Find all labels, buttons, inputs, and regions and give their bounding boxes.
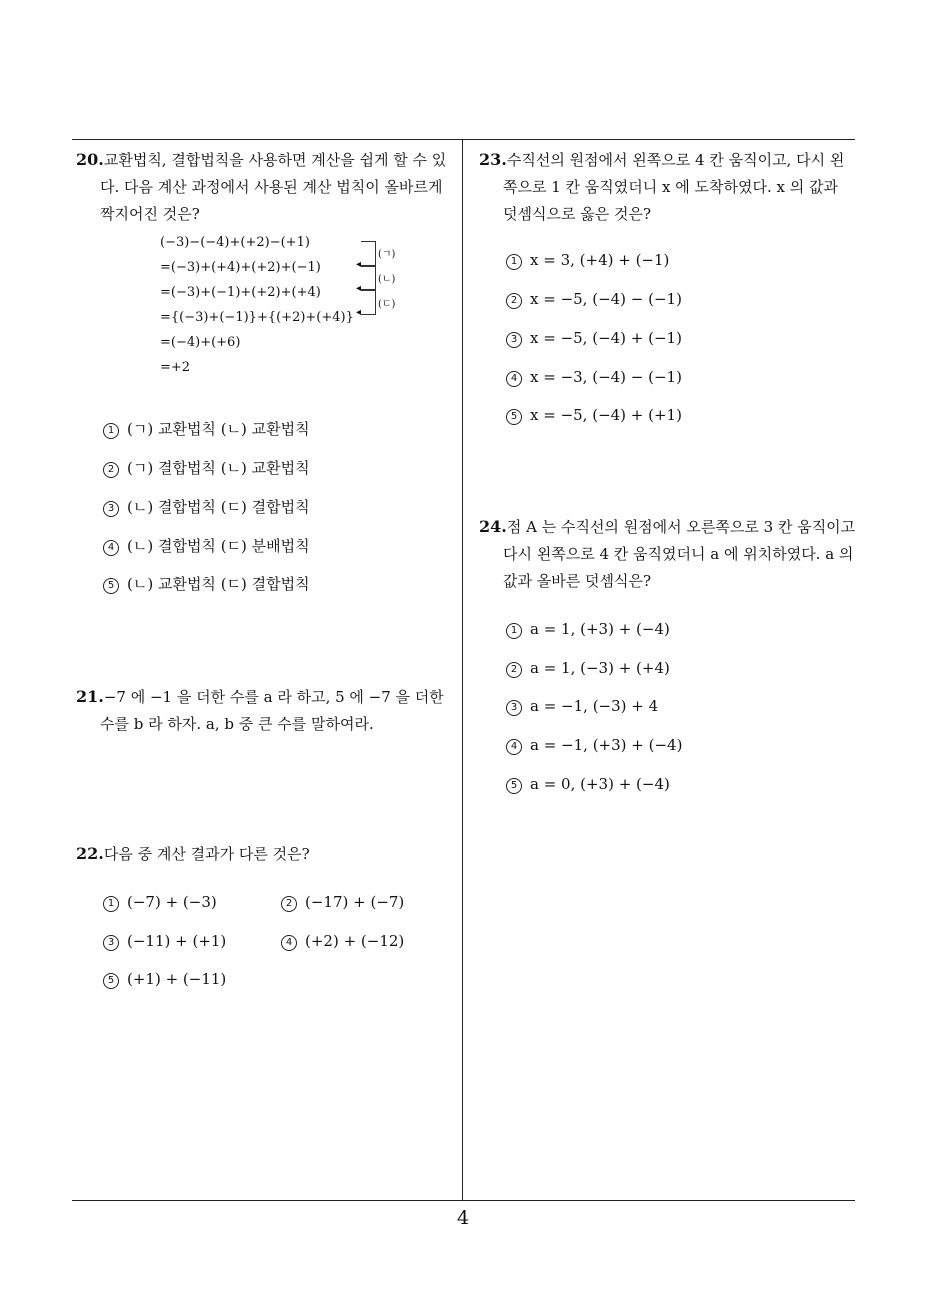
choice-text: (−17) + (−7) xyxy=(305,893,405,911)
choice-text: (ㄴ) 결합법칙 (ㄷ) 결합법칙 xyxy=(127,498,310,516)
choice-text: (ㄴ) 결합법칙 (ㄷ) 분배법칙 xyxy=(127,537,310,555)
choice-text: x = 3, (+4) + (−1) xyxy=(530,251,670,269)
choice-item[interactable] xyxy=(506,775,670,794)
question-text-line: 점 A 는 수직선의 원점에서 오른쪽으로 3 칸 움직이고 xyxy=(506,518,856,536)
calc-line: ={(−3)+(−1)}+{(+2)+(+4)} xyxy=(160,310,354,325)
choice-item[interactable] xyxy=(506,659,670,678)
choice-item[interactable] xyxy=(506,329,682,348)
bracket-label: (ㄷ) xyxy=(378,299,396,310)
choice-item[interactable] xyxy=(506,290,682,309)
bracket-step-2 xyxy=(361,265,376,291)
choice-item[interactable] xyxy=(103,418,310,439)
question-number: 22. xyxy=(76,844,104,863)
column-divider xyxy=(462,139,463,1200)
calc-line: (−3)−(−4)+(+2)−(+1) xyxy=(160,235,310,250)
choice-text: (ㄱ) 교환법칙 (ㄴ) 교환법칙 xyxy=(127,420,310,438)
question-text-line: 다시 왼쪽으로 4 칸 움직였더니 a 에 위치하였다. a 의 xyxy=(503,545,854,563)
calc-line: =(−4)+(+6) xyxy=(160,335,241,350)
circled-number-icon: 5 xyxy=(103,578,119,594)
question-text-line: 쪽으로 1 칸 움직였더니 x 에 도착하였다. x 의 값과 xyxy=(503,178,838,196)
choice-item[interactable] xyxy=(103,932,226,951)
choice-text: a = −1, (+3) + (−4) xyxy=(530,736,683,754)
choice-item[interactable] xyxy=(103,535,310,556)
choice-text: a = −1, (−3) + 4 xyxy=(530,697,659,715)
choice-text: x = −5, (−4) + (−1) xyxy=(530,329,682,347)
top-rule xyxy=(72,139,855,140)
circled-number-icon: 4 xyxy=(103,540,119,556)
choice-item[interactable] xyxy=(506,697,658,716)
choice-text: x = −5, (−4) − (−1) xyxy=(530,290,682,308)
question-24 xyxy=(479,513,864,595)
choice-text: a = 1, (−3) + (+4) xyxy=(530,659,670,677)
choice-text: (+1) + (−11) xyxy=(127,970,227,988)
question-20 xyxy=(76,146,460,228)
question-number: 21. xyxy=(76,687,104,706)
choice-item[interactable] xyxy=(281,893,404,912)
choice-item[interactable] xyxy=(103,970,226,989)
choice-text: x = −5, (−4) + (+1) xyxy=(530,406,682,424)
calc-line: =+2 xyxy=(160,360,191,375)
circled-number-icon: 2 xyxy=(506,662,522,678)
circled-number-icon: 3 xyxy=(103,501,119,517)
choice-text: a = 1, (+3) + (−4) xyxy=(530,620,670,638)
question-23 xyxy=(479,146,864,228)
circled-number-icon: 5 xyxy=(506,778,522,794)
choice-text: (ㄱ) 결합법칙 (ㄴ) 교환법칙 xyxy=(127,459,310,477)
question-text-line: 덧셈식으로 옳은 것은? xyxy=(503,205,651,223)
choice-item[interactable] xyxy=(103,573,310,594)
circled-number-icon: 2 xyxy=(103,462,119,478)
circled-number-icon: 4 xyxy=(506,739,522,755)
choice-text: (−11) + (+1) xyxy=(127,932,227,950)
circled-number-icon: 3 xyxy=(506,332,522,348)
question-text-line: 교환법칙, 결합법칙을 사용하면 계산을 쉽게 할 수 있 xyxy=(103,151,447,169)
arrow-icon: ◂ xyxy=(356,307,362,318)
question-number: 24. xyxy=(479,517,507,536)
choice-text: (−7) + (−3) xyxy=(127,893,217,911)
choice-item[interactable] xyxy=(103,457,310,478)
circled-number-icon: 1 xyxy=(506,254,522,270)
question-text-line: −7 에 −1 을 더한 수를 a 라 하고, 5 에 −7 을 더한 xyxy=(103,688,444,706)
question-text-line: 수를 b 라 하자. a, b 중 큰 수를 말하여라. xyxy=(100,715,374,733)
arrow-icon: ◂ xyxy=(356,283,362,294)
calculation-steps xyxy=(160,230,354,380)
choice-text: x = −3, (−4) − (−1) xyxy=(530,368,682,386)
choice-text: (ㄴ) 교환법칙 (ㄷ) 결합법칙 xyxy=(127,575,310,593)
question-number: 20. xyxy=(76,150,104,169)
bracket-label: (ㄱ) xyxy=(378,249,396,260)
choice-item[interactable] xyxy=(103,496,310,517)
circled-number-icon: 1 xyxy=(506,623,522,639)
page-number: 4 xyxy=(456,1207,470,1229)
bracket-step-3 xyxy=(361,289,376,315)
question-text-line: 짝지어진 것은? xyxy=(100,205,200,223)
choice-item[interactable] xyxy=(506,251,669,270)
choice-item[interactable] xyxy=(281,932,404,951)
choice-item[interactable] xyxy=(506,368,682,387)
choice-item[interactable] xyxy=(506,620,670,639)
question-21 xyxy=(76,683,460,738)
circled-number-icon: 3 xyxy=(103,935,119,951)
choice-text: (+2) + (−12) xyxy=(305,932,405,950)
choice-item[interactable] xyxy=(506,406,682,425)
circled-number-icon: 1 xyxy=(103,423,119,439)
circled-number-icon: 5 xyxy=(506,409,522,425)
question-text-line: 다음 중 계산 결과가 다른 것은? xyxy=(103,845,310,863)
question-text-line: 다. 다음 계산 과정에서 사용된 계산 법칙이 올바르게 xyxy=(100,178,443,196)
calc-line: =(−3)+(−1)+(+2)+(+4) xyxy=(160,285,321,300)
circled-number-icon: 3 xyxy=(506,700,522,716)
choice-item[interactable] xyxy=(103,893,217,912)
question-text-line: 수직선의 원점에서 왼쪽으로 4 칸 움직이고, 다시 왼 xyxy=(506,151,845,169)
bracket-label: (ㄴ) xyxy=(378,274,396,285)
circled-number-icon: 4 xyxy=(281,935,297,951)
circled-number-icon: 4 xyxy=(506,371,522,387)
circled-number-icon: 2 xyxy=(281,896,297,912)
arrow-icon: ◂ xyxy=(356,259,362,270)
choice-text: a = 0, (+3) + (−4) xyxy=(530,775,670,793)
question-text-line: 값과 올바른 덧셈식은? xyxy=(503,572,651,590)
question-22 xyxy=(76,840,460,868)
circled-number-icon: 5 xyxy=(103,973,119,989)
calc-line: =(−3)+(+4)+(+2)+(−1) xyxy=(160,260,321,275)
bracket-step-1 xyxy=(361,241,376,267)
bottom-rule xyxy=(72,1200,855,1201)
circled-number-icon: 2 xyxy=(506,293,522,309)
circled-number-icon: 1 xyxy=(103,896,119,912)
question-number: 23. xyxy=(479,150,507,169)
choice-item[interactable] xyxy=(506,736,682,755)
